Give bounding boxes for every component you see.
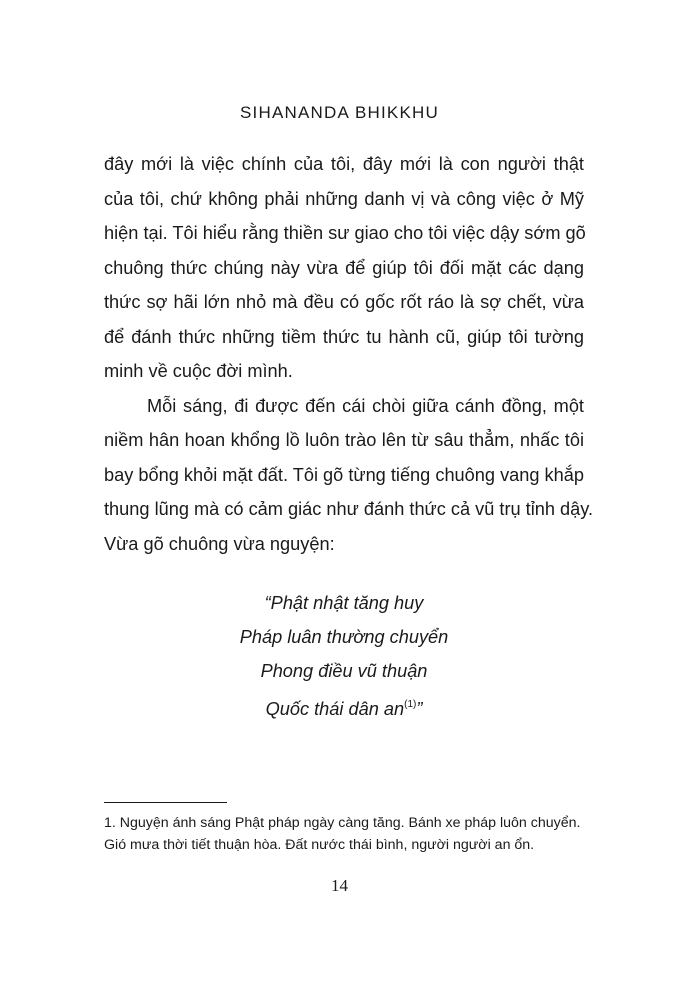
footnote — [104, 812, 588, 856]
verse-line-text: Quốc thái dân an — [265, 699, 405, 719]
verse-line: “Phật nhật tăng huy — [264, 593, 424, 613]
body-line: thức sợ hãi lớn nhỏ mà đều có gốc rốt ráo là sợ chết, vừa — [104, 292, 584, 312]
body-line: minh về cuộc đời mình. — [104, 361, 293, 381]
verse-line — [104, 688, 584, 726]
verse-line: Pháp luân thường chuyển — [239, 627, 449, 647]
body-line: đây mới là việc chính của tôi, đây mới là con người thật — [104, 154, 584, 174]
closing-quote: ” — [416, 699, 423, 719]
body-text — [104, 147, 594, 561]
verse-block — [104, 586, 584, 726]
body-line: để đánh thức những tiềm thức tu hành cũ, giúp tôi tường — [104, 326, 584, 347]
body-line: chuông thức chúng này vừa để giúp tôi đối mặt các dạng — [104, 257, 584, 278]
body-line: thung lũng mà có cảm giác như đánh thức cả vũ trụ tỉnh dậy. — [104, 499, 594, 519]
footnote-line: Gió mưa thời tiết thuận hòa. Đất nước thái bình, người người an ổn. — [104, 837, 535, 853]
body-line: của tôi, chứ không phải những danh vị và công việc ở Mỹ — [104, 188, 584, 209]
page-number: 14 — [331, 876, 348, 895]
body-line: hiện tại. Tôi hiểu rằng thiền sư giao cho tôi việc dậy sớm gõ — [104, 223, 586, 243]
body-line: niềm hân hoan khổng lồ luôn trào lên từ sâu thẳm, nhấc tôi — [104, 430, 584, 450]
footnote-divider — [104, 802, 227, 803]
body-line: bay bổng khỏi mặt đất. Tôi gõ từng tiếng chuông vang khắp — [104, 464, 584, 485]
running-header: SIHANANDA BHIKKHU — [240, 103, 439, 122]
footnote-reference: (1) — [404, 699, 417, 710]
body-line: Vừa gõ chuông vừa nguyện: — [104, 533, 335, 554]
body-line: Mỗi sáng, đi được đến cái chòi giữa cánh đồng, một — [147, 395, 584, 416]
footnote-line: 1. Nguyện ánh sáng Phật pháp ngày càng tăng. Bánh xe pháp luôn chuyển. — [104, 815, 581, 831]
verse-line: Phong điều vũ thuận — [260, 661, 428, 681]
